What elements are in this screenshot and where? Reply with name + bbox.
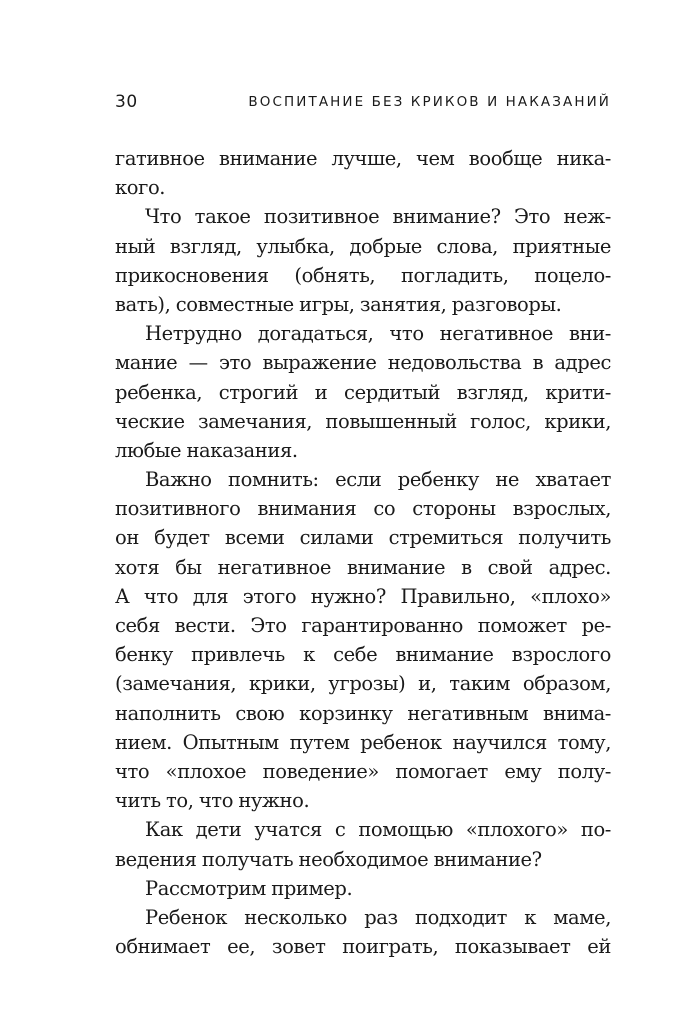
text-line: чить то, что нужно. bbox=[115, 789, 310, 813]
text-line: он будет всеми силами стремиться получить bbox=[115, 526, 611, 550]
text-line: Нетрудно догадаться, что негативное вни- bbox=[145, 322, 611, 346]
text-line: что «плохое поведение» помогает ему полу- bbox=[115, 759, 611, 783]
page-number: 30 bbox=[115, 92, 138, 112]
text-line: позитивного внимания со стороны взрослых, bbox=[115, 497, 611, 521]
text-line: хотя бы негативное внимание в свой адрес. bbox=[115, 555, 611, 579]
text-line: А что для этого нужно? Правильно, «плохо» bbox=[115, 584, 611, 608]
text-line: нием. Опытным путем ребенок научился тому, bbox=[115, 730, 611, 754]
text-line: обнимает ее, зовет поиграть, показывает ей bbox=[115, 935, 611, 959]
text-line: бенку привлечь к себе внимание взрослого bbox=[115, 643, 611, 667]
text-line: любые наказания. bbox=[115, 438, 298, 462]
text-line: ребенка, строгий и сердитый взгляд, крити- bbox=[115, 380, 611, 404]
text-line: кого. bbox=[115, 176, 166, 200]
text-line: прикосновения (обнять, погладить, поцело- bbox=[115, 263, 611, 287]
text-line: себя вести. Это гарантированно поможет ре- bbox=[115, 614, 611, 637]
text-line: Что такое позитивное внимание? Это неж- bbox=[145, 205, 611, 229]
text-line: (замечания, крики, угрозы) и, таким образом, bbox=[115, 672, 611, 696]
text-line: ведения получать необходимое внимание? bbox=[115, 847, 542, 871]
text-line: гативное внимание лучше, чем вообще ника- bbox=[115, 147, 611, 170]
text-line: Ребенок несколько раз подходит к маме, bbox=[145, 905, 611, 929]
text-line: вать), совместные игры, занятия, разговоры. bbox=[115, 292, 562, 316]
text-line: мание — это выражение недовольства в адрес bbox=[115, 351, 611, 375]
text-line: Важно помнить: если ребенку не хватает bbox=[145, 468, 611, 492]
text-line: ческие замечания, повышенный голос, крики, bbox=[115, 409, 611, 433]
body-text bbox=[115, 144, 611, 961]
page-header bbox=[115, 92, 611, 116]
text-line: ный взгляд, улыбка, добрые слова, приятные bbox=[115, 234, 611, 258]
text-line: Как дети учатся с помощью «плохого» по- bbox=[145, 818, 611, 842]
text-line: Рассмотрим пример. bbox=[145, 876, 353, 900]
running-title: ВОСПИТАНИЕ БЕЗ КРИКОВ И НАКАЗАНИЙ bbox=[248, 94, 611, 110]
text-line: наполнить свою корзинку негативным внима- bbox=[115, 701, 611, 725]
